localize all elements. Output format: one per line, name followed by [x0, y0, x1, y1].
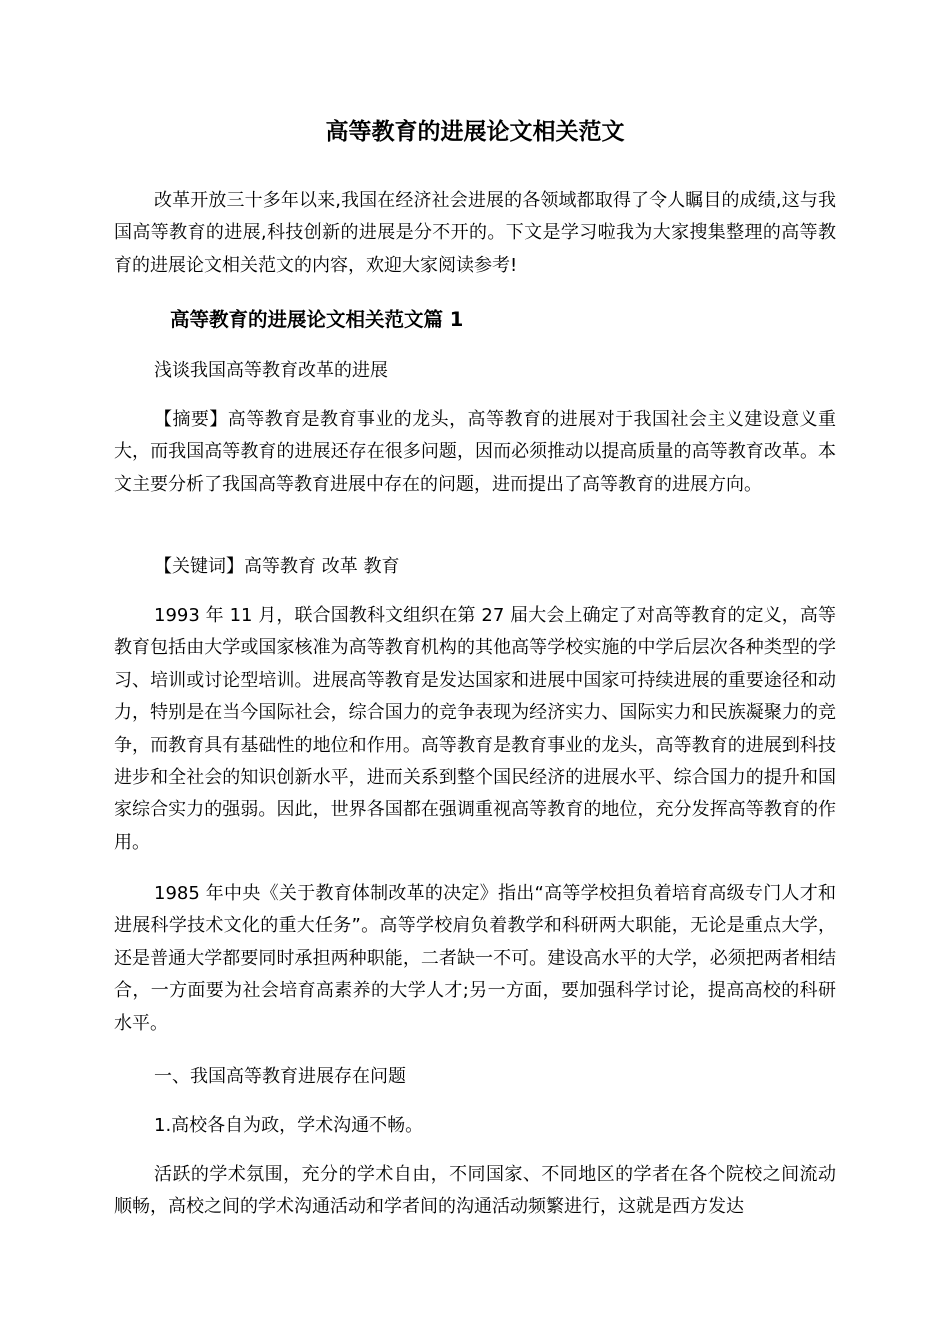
keywords-paragraph: 【关键词】高等教育 改革 教育 [154, 556, 400, 577]
body-paragraph-academic: 活跃的学术氛围，充分的学术自由，不同国家、不同地区的学者在各个院校之间流动顺畅，高校之间的学术沟通活动和学者间的沟通活动频繁进行，这就是西方发达 [114, 1164, 836, 1218]
article-heading: 高等教育的进展论文相关范文篇 1 [170, 308, 464, 331]
abstract-paragraph: 【摘要】高等教育是教育事业的龙头，高等教育的进展对于我国社会主义建设意义重大，而我国高等教育的进展还存在很多问题，因而必须推动以提高质量的高等教育改革。本文主要分析了我国高等教育进展中存在的问题，进而提出了高等教育的进展方向。 [114, 409, 836, 495]
section-heading-1: 一、我国高等教育进展存在问题 [154, 1066, 406, 1087]
intro-paragraph: 改革开放三十多年以来,我国在经济社会进展的各领域都取得了令人瞩目的成绩,这与我国高等教育的进展,科技创新的进展是分不开的。下文是学习啦我为大家搜集整理的高等教育的进展论文相关范文的内容，欢迎大家阅读参考! [114, 190, 836, 276]
body-paragraph-1993: 1993 年 11 月，联合国教科文组织在第 27 届大会上确定了对高等教育的定义，高等教育包括由大学或国家核准为高等教育机构的其他高等学校实施的中学后层次各种类型的学习、培训或讨论型培训。进展高等教育是发达国家和进展中国家可持续进展的重要途径和动力，特别是在当今国际社会，综合国力的竞争表现为经济实力、国际实力和民族凝聚力的竞争，而教育具有基础性的地位和作用。高等教育是教育事业的龙头，高等教育的进展到科技进步和全社会的知识创新水平，进而关系到整个国民经济的进展水平、综合国力的提升和国家综合实力的强弱。因此，世界各国都在强调重视高等教育的地位，充分发挥高等教育的作用。 [114, 605, 836, 853]
subsection-heading-1-1: 1.高校各自为政，学术沟通不畅。 [154, 1115, 424, 1136]
article-title: 浅谈我国高等教育改革的进展 [154, 360, 388, 381]
body-paragraph-1985: 1985 年中央《关于教育体制改革的决定》指出“高等学校担负着培育高级专门人才和进展科学技术文化的重大任务”。高等学校肩负着教学和科研两大职能，无论是重点大学，还是普通大学都要同时承担两种职能，二者缺一不可。建设高水平的大学，必须把两者相结合，一方面要为社会培育高素养的大学人才;另一方面，要加强科学讨论，提高高校的科研水平。 [114, 883, 836, 1034]
document-title: 高等教育的进展论文相关范文 [325, 119, 625, 145]
